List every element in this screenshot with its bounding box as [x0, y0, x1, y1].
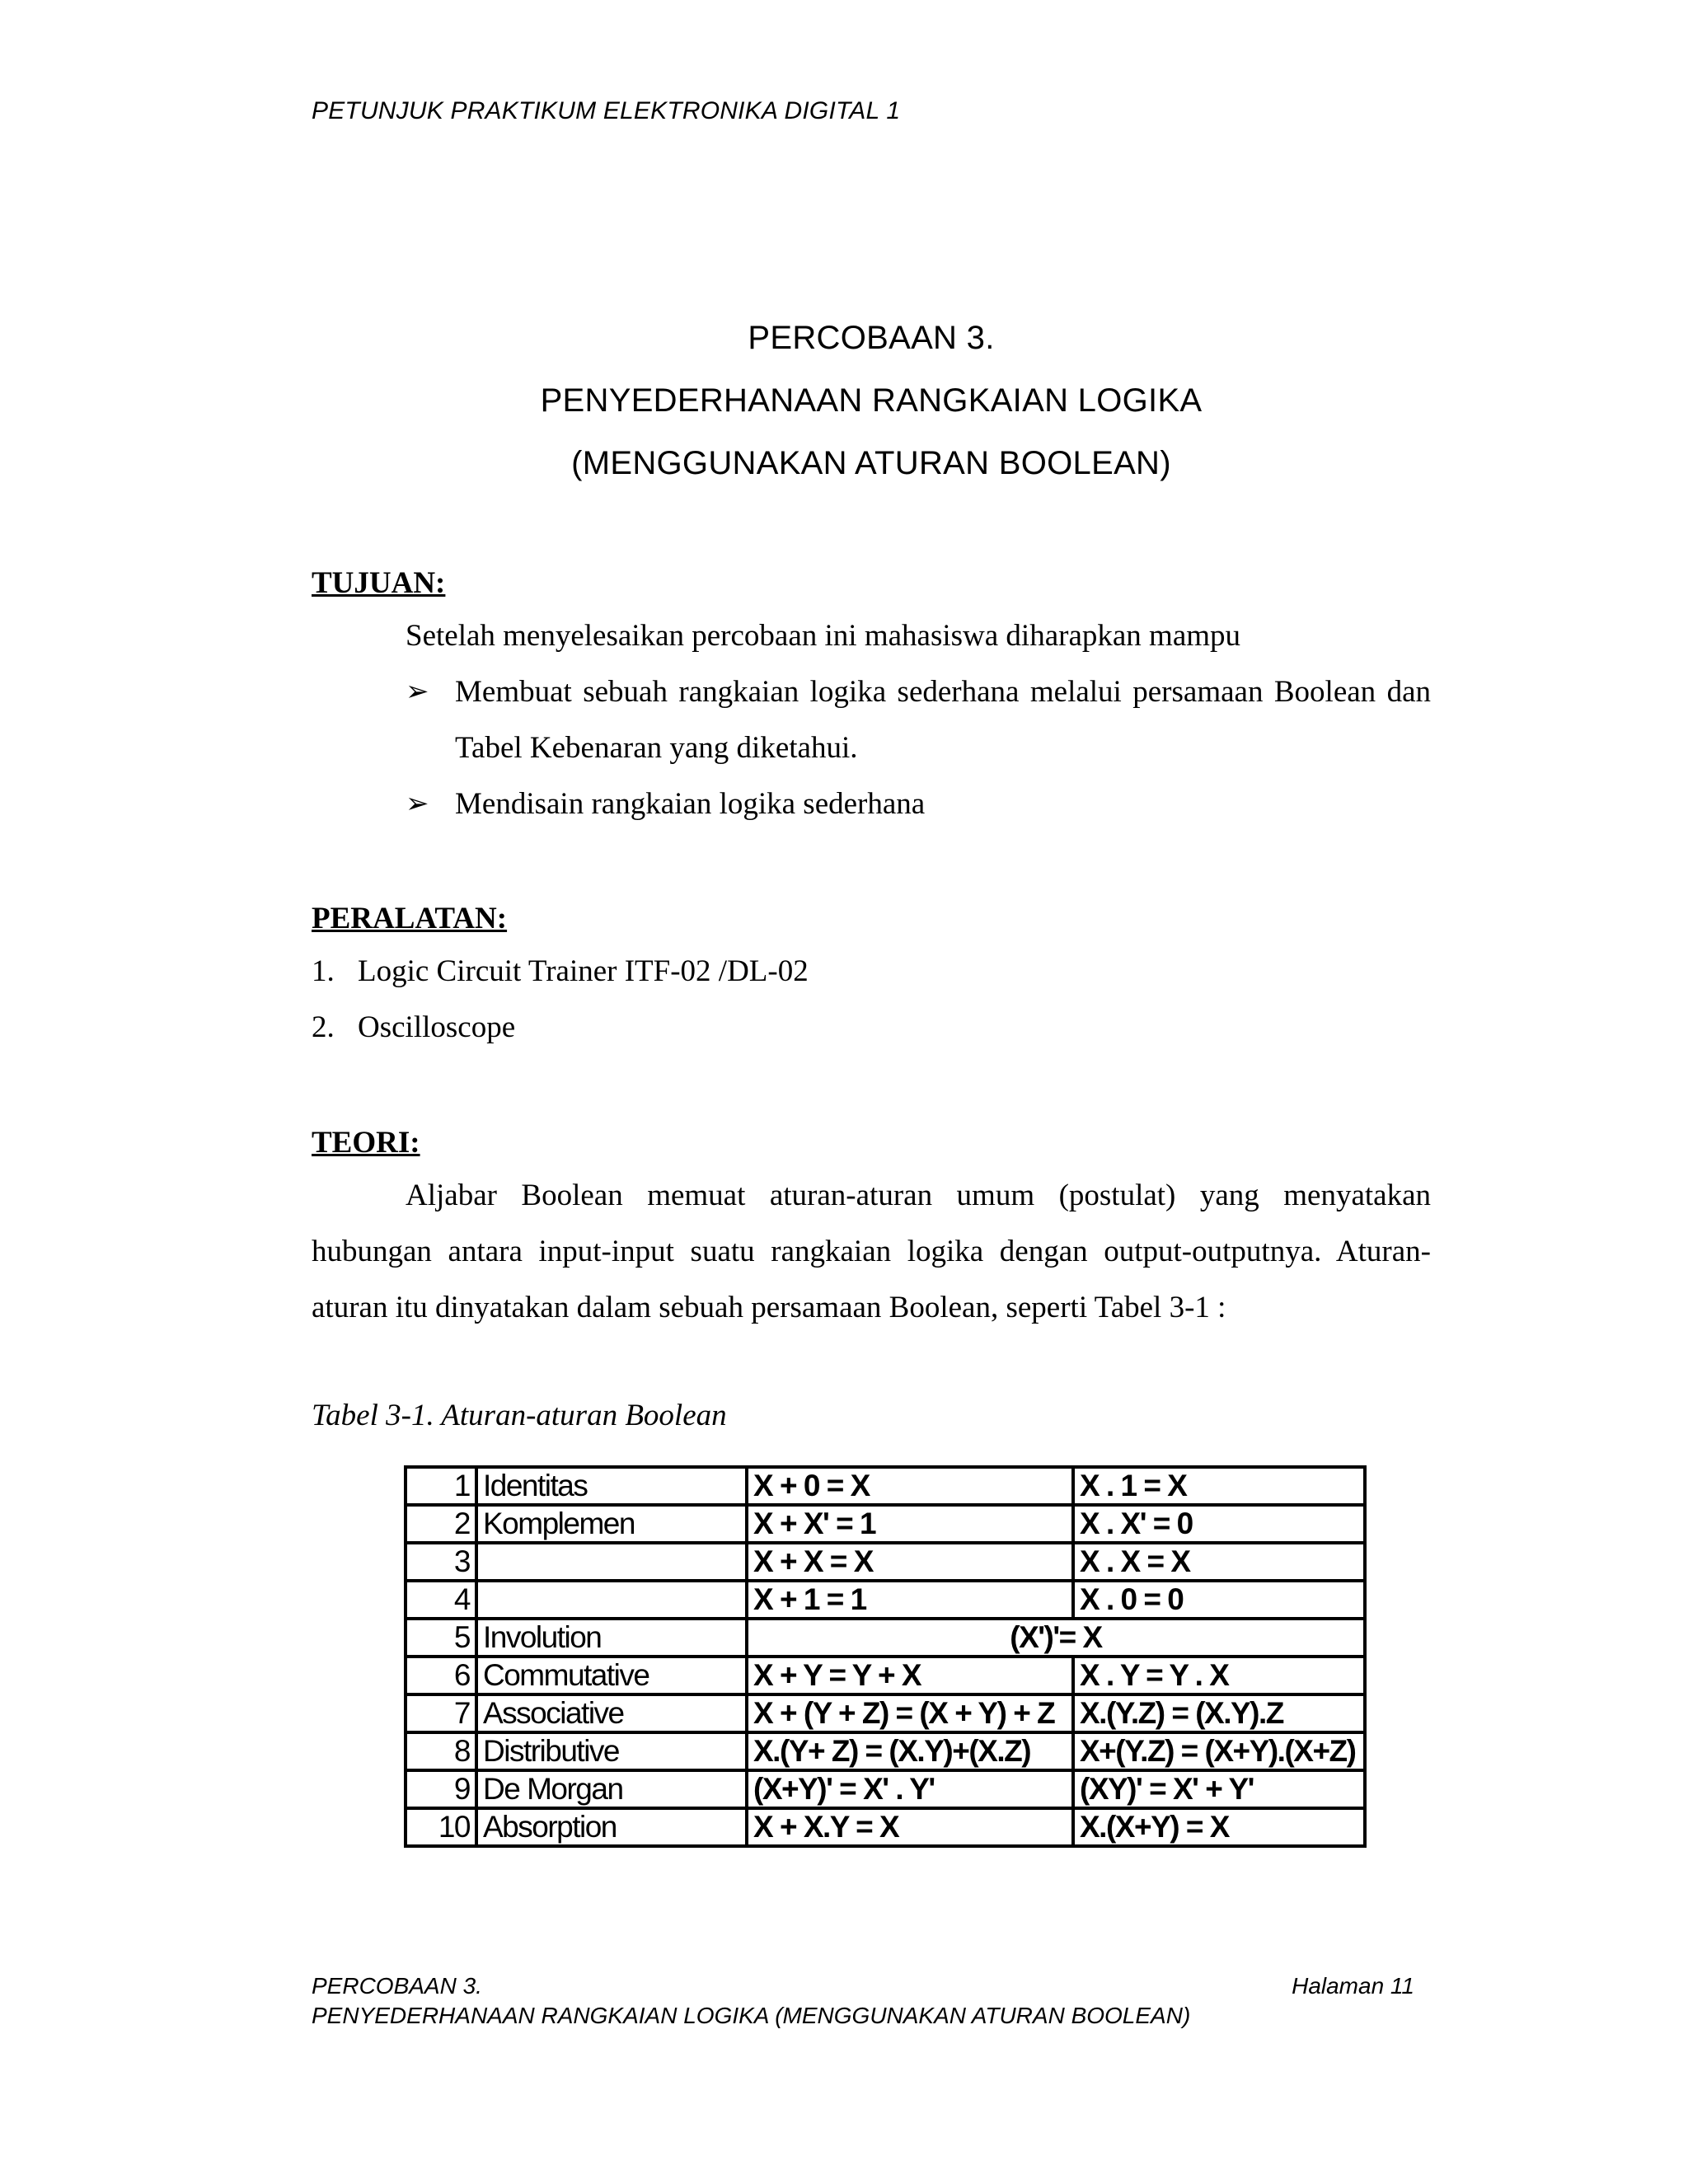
rule-name: Associative [476, 1694, 747, 1732]
table-row [406, 1770, 1365, 1808]
table-row [406, 1732, 1365, 1770]
rule-number: 4 [406, 1581, 476, 1619]
rule-or-form: X + 1 = 1 [747, 1581, 1073, 1619]
rule-number: 6 [406, 1657, 476, 1694]
rule-number: 9 [406, 1770, 476, 1808]
rule-name: Identitas [476, 1467, 747, 1505]
rule-combined-form: (X')'= X [747, 1619, 1365, 1657]
rule-or-form: X + Y = Y + X [747, 1657, 1073, 1694]
section-teori [312, 1118, 1431, 1336]
item-text: Logic Circuit Trainer ITF-02 /DL-02 [358, 954, 809, 988]
boolean-rules-table [404, 1465, 1367, 1848]
rule-name [476, 1543, 747, 1581]
page-number: Halaman 11 [1292, 1973, 1414, 1999]
rule-name [476, 1581, 747, 1619]
rule-and-form: X . 0 = 0 [1073, 1581, 1365, 1619]
peralatan-item [312, 1000, 1431, 1056]
rule-and-form: X . X = X [1073, 1543, 1365, 1581]
item-number: 1. [312, 954, 335, 988]
arrowhead-bullet-icon: ➢ [406, 677, 429, 707]
rule-name: Absorption [476, 1808, 747, 1846]
title-line-2: PENYEDERHANAAN RANGKAIAN LOGIKA [540, 382, 1203, 419]
rule-and-form: X . 1 = X [1073, 1467, 1365, 1505]
title-line-1: PERCOBAAN 3. [748, 320, 995, 356]
rule-or-form: X + 0 = X [747, 1467, 1073, 1505]
rule-and-form: (XY)' = X' + Y' [1073, 1770, 1365, 1808]
rule-number: 2 [406, 1505, 476, 1543]
item-text: Oscilloscope [358, 1010, 516, 1044]
tujuan-bullet-text: Mendisain rangkaian logika sederhana [455, 787, 926, 821]
section-heading-tujuan: TUJUAN: [312, 566, 446, 600]
rule-number: 3 [406, 1543, 476, 1581]
item-number: 2. [312, 1010, 335, 1044]
rule-name: Commutative [476, 1657, 747, 1694]
table-caption: Tabel 3-1. Aturan-aturan Boolean [312, 1399, 727, 1432]
rule-number: 5 [406, 1619, 476, 1657]
footer-chapter-line-1: PERCOBAAN 3. [312, 1973, 482, 1999]
table-row [406, 1657, 1365, 1694]
title-line-3: (MENGGUNAKAN ATURAN BOOLEAN) [571, 445, 1171, 481]
teori-paragraph: Aljabar Boolean memuat aturan-aturan umum (postulat) yang menyatakan hubungan antara input-input suatu rangkaian logika dengan output-outputnya. Aturan-aturan itu dinyatakan dalam sebuah persamaan Boolean, seperti Tabel 3-1 : [312, 1179, 1431, 1324]
rule-and-form: X+(Y.Z) = (X+Y).(X+Z) [1073, 1732, 1365, 1770]
running-header: PETUNJUK PRAKTIKUM ELEKTRONIKA DIGITAL 1 [312, 97, 901, 124]
rule-number: 1 [406, 1467, 476, 1505]
tujuan-intro: Setelah menyelesaikan percobaan ini mahasiswa diharapkan mampu [406, 619, 1241, 653]
table-row [406, 1543, 1365, 1581]
table-row [406, 1581, 1365, 1619]
rule-and-form: X . X' = 0 [1073, 1505, 1365, 1543]
rule-number: 7 [406, 1694, 476, 1732]
table-row [406, 1694, 1365, 1732]
rule-name: De Morgan [476, 1770, 747, 1808]
arrowhead-bullet-icon: ➢ [406, 789, 429, 819]
section-heading-teori: TEORI: [312, 1126, 420, 1160]
rule-name: Distributive [476, 1732, 747, 1770]
rule-and-form: X . Y = Y . X [1073, 1657, 1365, 1694]
rule-number: 10 [406, 1808, 476, 1846]
rule-or-form: X + X' = 1 [747, 1505, 1073, 1543]
tujuan-bullet-item [312, 664, 1431, 776]
rule-or-form: X.(Y+ Z) = (X.Y)+(X.Z) [747, 1732, 1073, 1770]
section-peralatan [312, 894, 1431, 1056]
table-row [406, 1467, 1365, 1505]
peralatan-item [312, 944, 1431, 1000]
rule-or-form: X + X.Y = X [747, 1808, 1073, 1846]
tujuan-bullet-item [312, 776, 1431, 832]
rule-number: 8 [406, 1732, 476, 1770]
chapter-title [312, 307, 1431, 494]
table-row [406, 1505, 1365, 1543]
rule-or-form: X + X = X [747, 1543, 1073, 1581]
table-row [406, 1619, 1365, 1657]
rule-name: Komplemen [476, 1505, 747, 1543]
rule-or-form: X + (Y + Z) = (X + Y) + Z [747, 1694, 1073, 1732]
page-footer [312, 1971, 1414, 2031]
footer-chapter-line-2: PENYEDERHANAAN RANGKAIAN LOGIKA (MENGGUNAKAN ATURAN BOOLEAN) [312, 2003, 1191, 2028]
rule-or-form: (X+Y)' = X' . Y' [747, 1770, 1073, 1808]
section-tujuan [312, 559, 1431, 832]
tujuan-bullet-text: Membuat sebuah rangkaian logika sederhana melalui persamaan Boolean dan Tabel Kebenaran yang diketahui. [455, 675, 1431, 765]
section-heading-peralatan: PERALATAN: [312, 902, 508, 935]
table-row [406, 1808, 1365, 1846]
rule-and-form: X.(Y.Z) = (X.Y).Z [1073, 1694, 1365, 1732]
rule-and-form: X.(X+Y) = X [1073, 1808, 1365, 1846]
rule-name: Involution [476, 1619, 747, 1657]
